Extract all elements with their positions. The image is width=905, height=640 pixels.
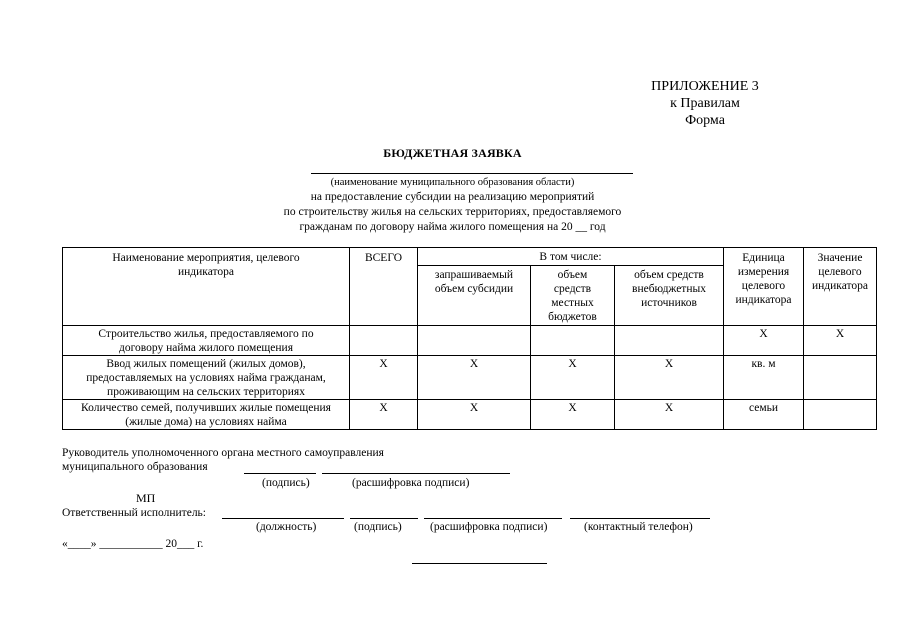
row-2-unit: кв. м <box>724 356 804 400</box>
head-signature-line <box>244 473 316 474</box>
row-3-name: Количество семей, получивших жилые помещения (жилые дома) на условиях найма <box>63 400 350 430</box>
purpose-line-2: по строительству жилья на сельских территориях, предоставляемого <box>283 206 622 218</box>
purpose-line-1: на предоставление субсидии на реализацию мероприятий <box>310 191 595 203</box>
header-name: Наименование мероприятия, целевого индикатора <box>63 248 350 326</box>
document-title: БЮДЖЕТНАЯ ЗАЯВКА <box>383 146 522 160</box>
stamp-placeholder: МП <box>136 491 156 505</box>
head-title-line-1: Руководитель уполномоченного органа местного самоуправления <box>62 447 384 459</box>
appendix-form-label: Форма <box>685 113 725 128</box>
municipality-name-line <box>311 173 633 174</box>
table-row <box>63 326 877 356</box>
row-1-extrabudget <box>615 326 724 356</box>
executor-label: Ответственный исполнитель: <box>62 507 206 519</box>
row-1-name: Строительство жилья, предоставляемого по договору найма жилого помещения <box>63 326 350 356</box>
executor-decoding-line <box>424 518 562 519</box>
row-2-requested: Х <box>418 356 531 400</box>
head-decoding-line <box>322 473 510 474</box>
row-1-value: Х <box>804 326 877 356</box>
head-signature-caption: (подпись) <box>262 477 310 489</box>
purpose-line-3: гражданам по договору найма жилого помещения на 20 __ год <box>299 221 606 233</box>
budget-table <box>62 247 877 430</box>
row-3-extrabudget: Х <box>615 400 724 430</box>
header-value: Значение целевого индикатора <box>804 248 877 326</box>
row-2-name: Ввод жилых помещений (жилых домов), предоставляемых на условиях найма гражданам, проживающим на сельских территориях <box>63 356 350 400</box>
row-1-requested <box>418 326 531 356</box>
row-3-unit: семьи <box>724 400 804 430</box>
header-unit: Единица измерения целевого индикатора <box>724 248 804 326</box>
municipality-caption: (наименование муниципального образования области) <box>330 177 575 188</box>
row-1-unit: Х <box>724 326 804 356</box>
row-2-extrabudget: Х <box>615 356 724 400</box>
bottom-separator-line <box>412 563 547 564</box>
appendix-number: ПРИЛОЖЕНИЕ 3 <box>651 79 759 94</box>
row-3-local: Х <box>531 400 615 430</box>
header-requested: запрашиваемый объем субсидии <box>418 266 531 326</box>
table-row <box>63 400 877 430</box>
head-title-line-2: муниципального образования <box>62 461 208 473</box>
row-2-total: Х <box>350 356 418 400</box>
row-2-local: Х <box>531 356 615 400</box>
executor-signature-caption: (подпись) <box>354 521 402 533</box>
executor-signature-line <box>350 518 418 519</box>
row-3-total: Х <box>350 400 418 430</box>
executor-decoding-caption: (расшифровка подписи) <box>430 521 548 533</box>
head-decoding-caption: (расшифровка подписи) <box>352 477 470 489</box>
header-total: ВСЕГО <box>350 248 418 326</box>
executor-phone-line <box>570 518 710 519</box>
date-line: «____» ___________ 20___ г. <box>62 538 204 550</box>
header-local: объем средств местных бюджетов <box>531 266 615 326</box>
row-1-local <box>531 326 615 356</box>
appendix-rules-ref: к Правилам <box>670 96 740 111</box>
header-including: В том числе: <box>418 248 724 266</box>
table-row <box>63 356 877 400</box>
row-3-value <box>804 400 877 430</box>
header-extrabudget: объем средств внебюджетных источников <box>615 266 724 326</box>
executor-phone-caption: (контактный телефон) <box>584 521 693 533</box>
table-header-row <box>63 248 877 266</box>
row-2-value <box>804 356 877 400</box>
executor-position-caption: (должность) <box>256 521 317 533</box>
row-3-requested: Х <box>418 400 531 430</box>
row-1-total <box>350 326 418 356</box>
executor-position-line <box>222 518 344 519</box>
appendix-header <box>630 78 780 129</box>
